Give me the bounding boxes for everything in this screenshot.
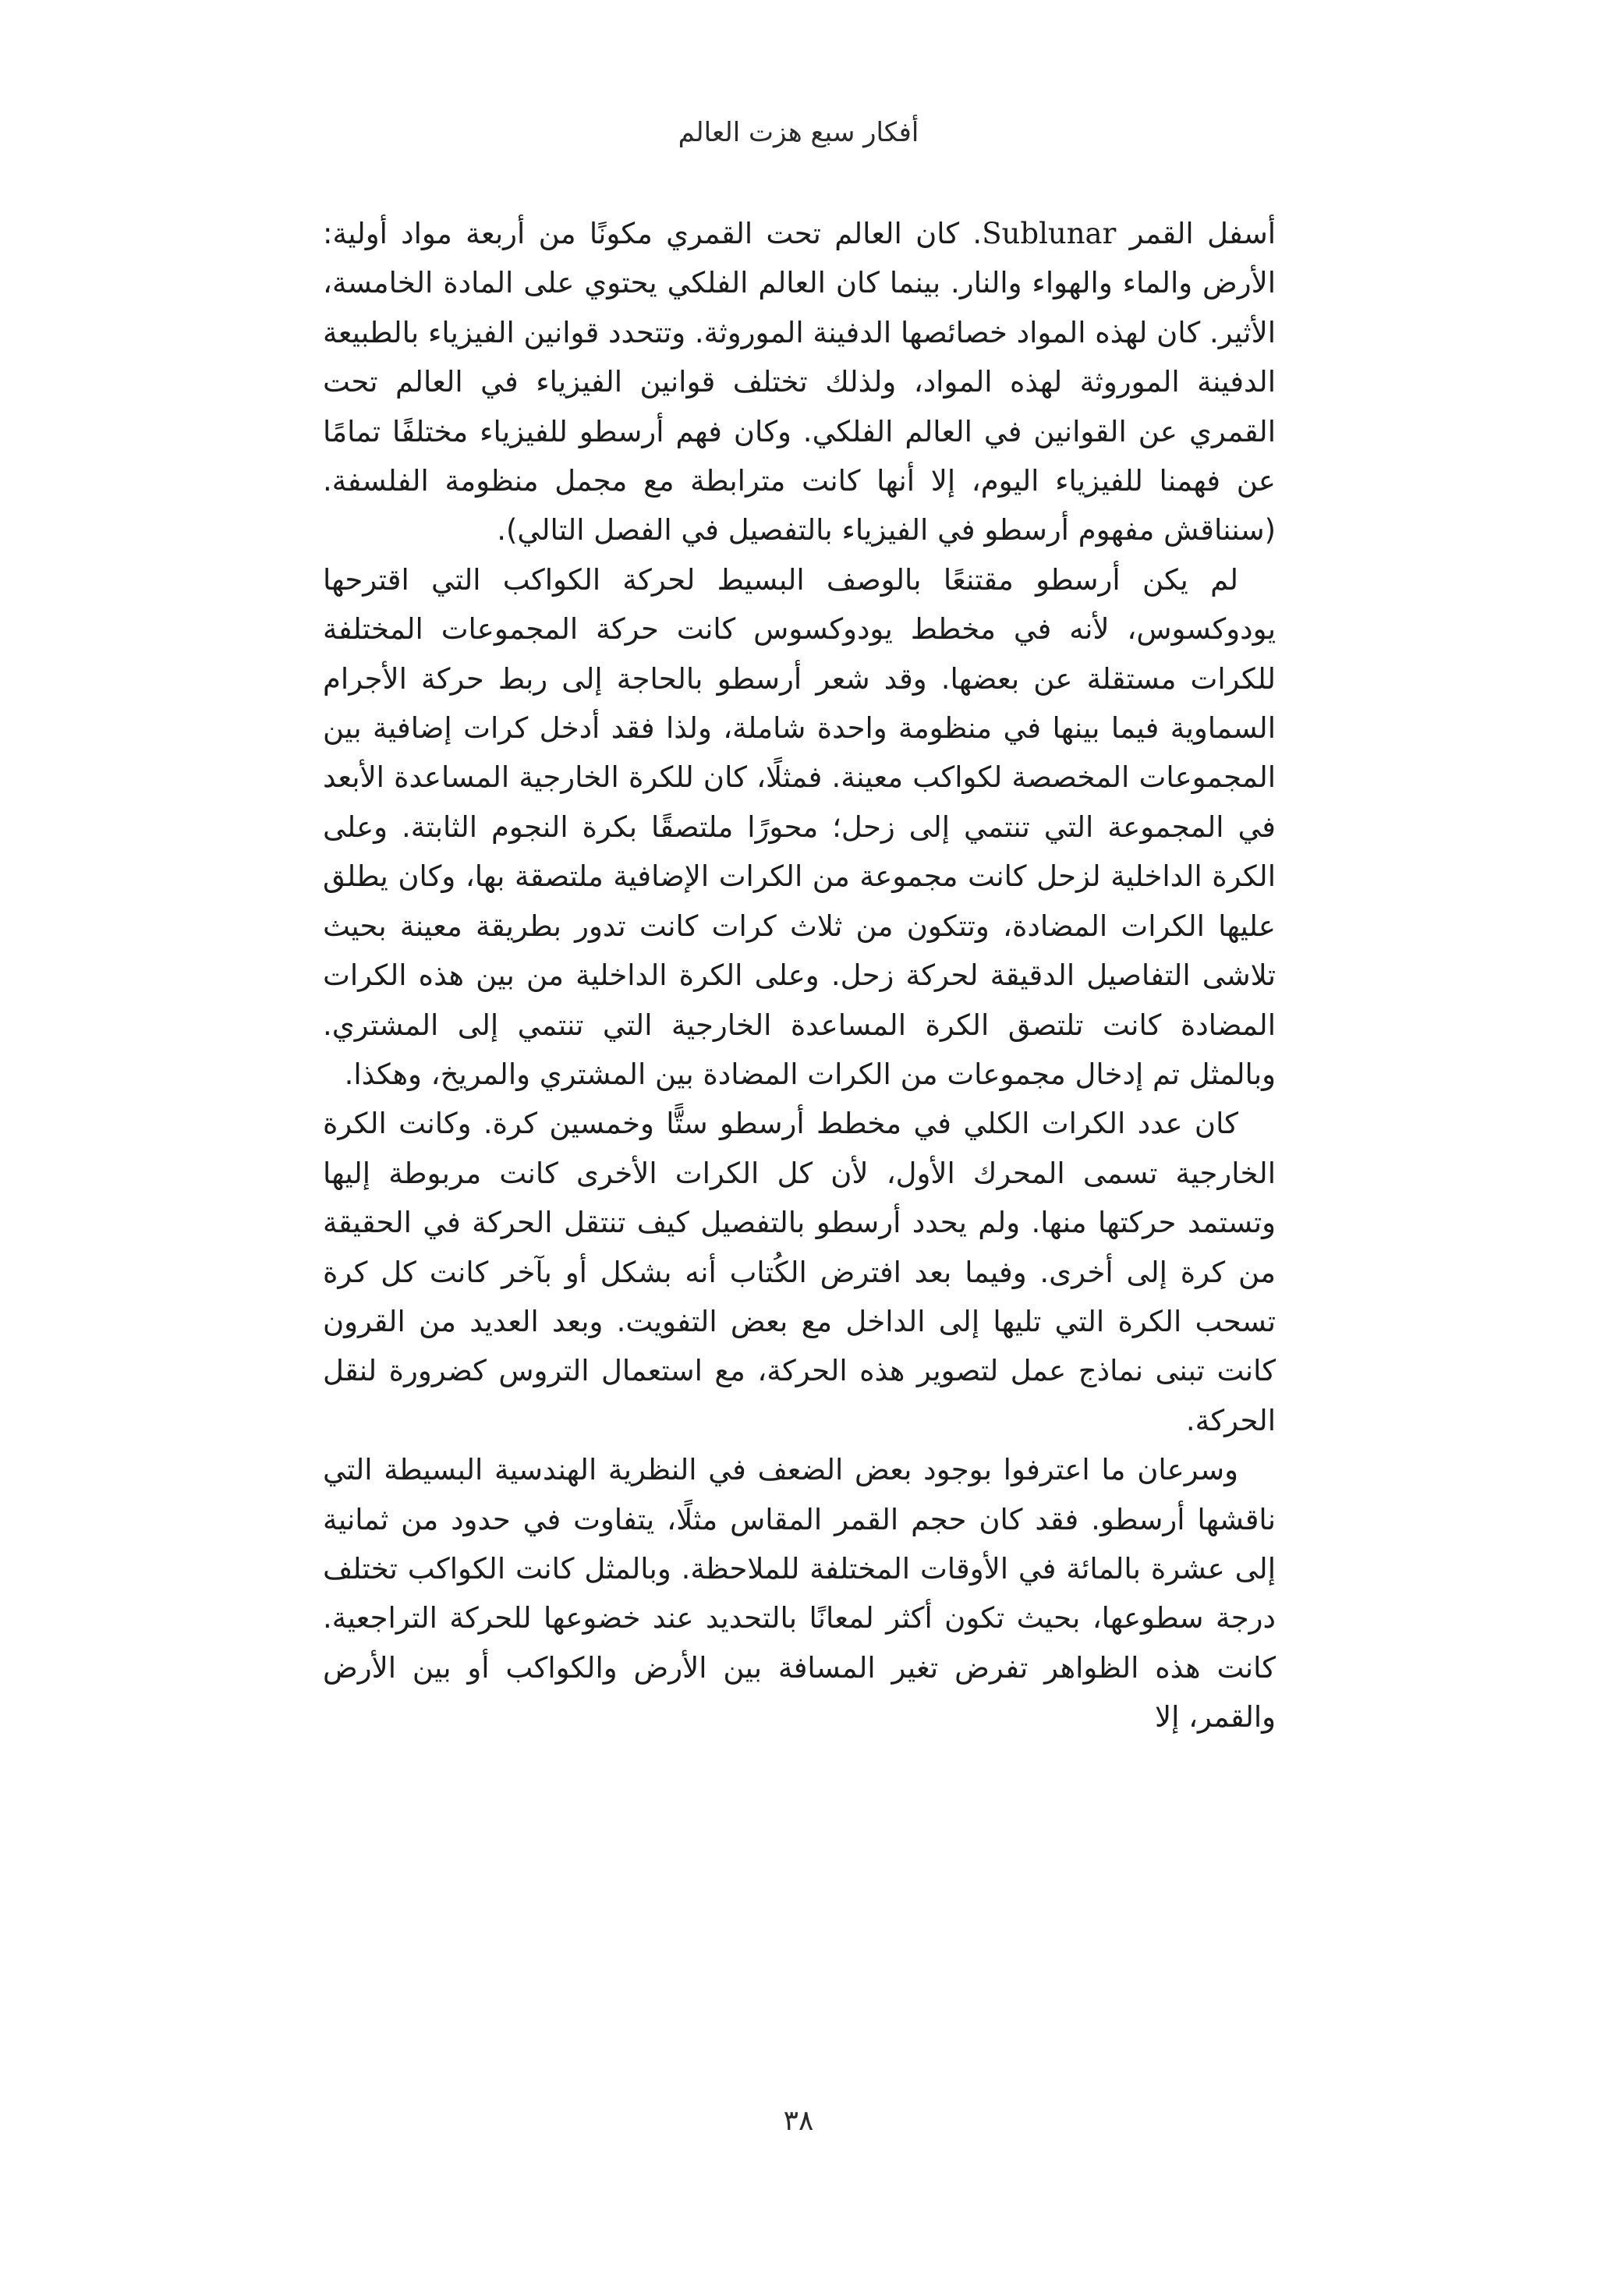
body-text xyxy=(323,209,1276,1742)
paragraph-1-pre: أسفل القمر xyxy=(1116,217,1276,250)
latin-term: Sublunar xyxy=(982,217,1117,250)
running-header: أفكار سبع هزت العالم xyxy=(678,117,919,148)
paragraph-1-post: . كان العالم تحت القمري مكونًا من أربعة مواد أولية: الأرض والماء والهواء والنار. بينما كان العالم الفلكي يحتوي على المادة الخامسة، الأثير. كان لهذه المواد خصائصها الدفينة الموروثة. وتتحدد قوانين الفيزياء بالطبيعة الدفينة الموروثة لهذه المواد، ولذلك تختلف قوانين الفيزياء في العالم تحت القمري عن القوانين في العالم الفلكي. وكان فهم أرسطو للفيزياء مختلفًا تمامًا عن فهمنا للفيزياء اليوم، إلا أنها كانت مترابطة مع مجمل منظومة الفلسفة. (سنناقش مفهوم أرسطو في الفيزياء بالتفصيل في الفصل التالي). xyxy=(323,217,1276,547)
paragraph-3: كان عدد الكرات الكلي في مخطط أرسطو ستًّا وخمسين كرة. وكانت الكرة الخارجية تسمى المحرك الأول، لأن كل الكرات الأخرى كانت مربوطة إليها وتستمد حركتها منها. ولم يحدد أرسطو بالتفصيل كيف تنتقل الحركة في الحقيقة من كرة إلى أخرى. وفيما بعد افترض الكُتاب أنه بشكل أو بآخر كانت كل كرة تسحب الكرة التي تليها إلى الداخل مع بعض التفويت. وبعد العديد من القرون كانت تبنى نماذج عمل لتصوير هذه الحركة، مع استعمال التروس كضرورة لنقل الحركة. xyxy=(323,1107,1276,1437)
paragraph-2: لم يكن أرسطو مقتنعًا بالوصف البسيط لحركة الكواكب التي اقترحها يودوكسوس، لأنه في مخطط يودوكسوس كانت حركة المجموعات المختلفة للكرات مستقلة عن بعضها. وقد شعر أرسطو بالحاجة إلى ربط حركة الأجرام السماوية فيما بينها في منظومة واحدة شاملة، ولذا فقد أدخل كرات إضافية بين المجموعات المخصصة لكواكب معينة. فمثلًا، كان للكرة الخارجية المساعدة الأبعد في المجموعة التي تنتمي إلى زحل؛ محورًا ملتصقًا بكرة النجوم الثابتة. وعلى الكرة الداخلية لزحل كانت مجموعة من الكرات الإضافية ملتصقة بها، وكان يطلق عليها الكرات المضادة، وتتكون من ثلاث كرات كانت تدور بطريقة معينة بحيث تلاشى التفاصيل الدقيقة لحركة زحل. وعلى الكرة الداخلية من بين هذه الكرات المضادة كانت تلتصق الكرة المساعدة الخارجية التي تنتمي إلى المشتري. وبالمثل تم إدخال مجموعات من الكرات المضادة بين المشتري والمريخ، وهكذا. xyxy=(323,562,1276,1091)
paragraph-1 xyxy=(323,209,1276,555)
page-number: ٣٨ xyxy=(783,2105,814,2137)
paragraph-4: وسرعان ما اعترفوا بوجود بعض الضعف في النظرية الهندسية البسيطة التي ناقشها أرسطو. فقد كان حجم القمر المقاس مثلًا، يتفاوت في حدود من ثمانية إلى عشرة بالمائة في الأوقات المختلفة للملاحظة. وبالمثل كانت الكواكب تختلف درجة سطوعها، بحيث تكون أكثر لمعانًا بالتحديد عند خضوعها للحركة التراجعية. كانت هذه الظواهر تفرض تغير المسافة بين الأرض والكواكب أو بين الأرض والقمر، إلا xyxy=(323,1453,1276,1734)
